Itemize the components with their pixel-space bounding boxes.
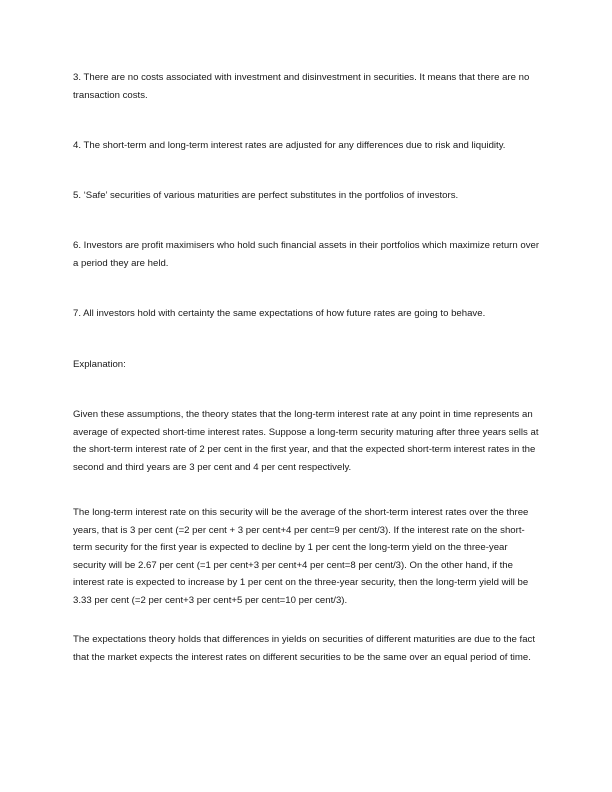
- paragraph-assumption-7: 7. All investors hold with certainty the same expectations of how future rates are going to behave.: [73, 308, 486, 319]
- paragraph-assumption-5: 5. ‘Safe’ securities of various maturities are perfect substitutes in the portfolios of investors.: [73, 190, 459, 201]
- paragraph-assumption-3: 3. There are no costs associated with investment and disinvestment in securities. It means that there are no transaction costs.: [73, 72, 530, 101]
- paragraph-long-term-rate-example: The long-term interest rate on this security will be the average of the short-term interest rates over the three years, that is 3 per cent (=2 per cent + 3 per cent+4 per cent=9 per cent/3). If the interest rate on the short-term security for the first year is expected to decline by 1 per cent the long-term yield on the three-year security will be 2.67 per cent (=1 per cent+3 per cent+4 per cent=8 per cent/3). On the other hand, if the interest rate is expected to increase by 1 per cent on the three-year security, then the long-term yield will be 3.33 per cent (=2 per cent+3 per cent+5 per cent=10 per cent/3).: [73, 507, 529, 606]
- paragraph-theory-statement: Given these assumptions, the theory states that the long-term interest rate at any point in time represents an average of expected short-time interest rates. Suppose a long-term security maturing after three years sells at the short-term interest rate of 2 per cent in the first year, and that the expected short-term interest rates in the second and third years are 3 per cent and 4 per cent respectively.: [73, 409, 539, 473]
- paragraph-expectations-theory: The expectations theory holds that differences in yields on securities of different maturities are due to the fact that the market expects the interest rates on different securities to be the same over an equal period of time.: [73, 634, 536, 663]
- paragraph-assumption-6: 6. Investors are profit maximisers who hold such financial assets in their portfolios which maximize return over a period they are held.: [73, 240, 540, 269]
- explanation-heading: Explanation:: [73, 359, 126, 370]
- paragraph-assumption-4: 4. The short-term and long-term interest rates are adjusted for any differences due to risk and liquidity.: [73, 140, 506, 151]
